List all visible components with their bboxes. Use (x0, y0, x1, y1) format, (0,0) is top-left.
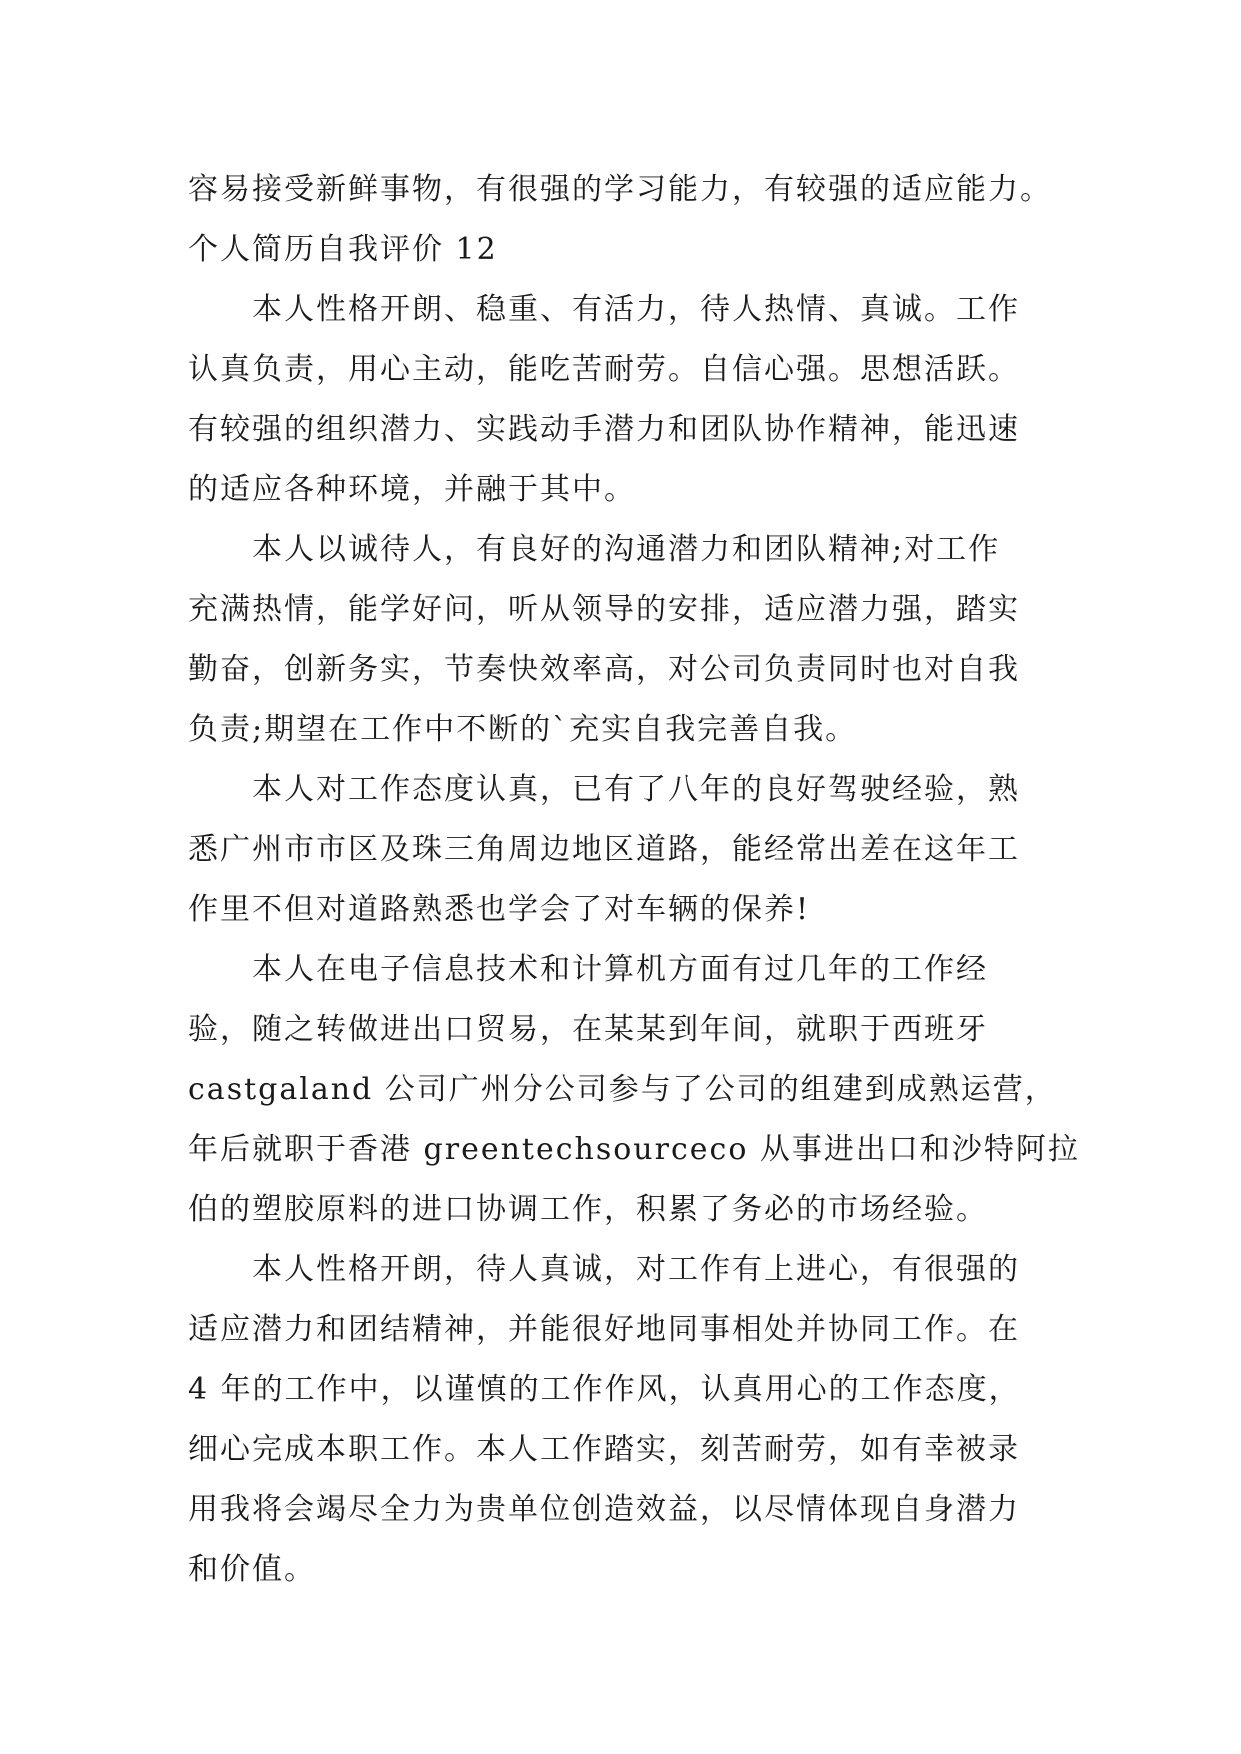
text-line: 容易接受新鲜事物，有很强的学习能力，有较强的适应能力。 (188, 172, 1052, 207)
text-line: 作里不但对道路熟悉也学会了对车辆的保养! (188, 892, 811, 927)
text-line: 用我将会竭尽全力为贵单位创造效益，以尽情体现自身潜力 (188, 1492, 1020, 1527)
paragraph-first-line: 本人性格开朗、稳重、有活力，待人热情、真诚。工作 (252, 292, 1020, 327)
text-line: 细心完成本职工作。本人工作踏实，刻苦耐劳，如有幸被录 (188, 1432, 1020, 1467)
text-line: 4 年的工作中，以谨慎的工作作风，认真用心的工作态度， (188, 1372, 1021, 1407)
paragraph-first-line: 本人在电子信息技术和计算机方面有过几年的工作经 (252, 952, 988, 987)
text-line: 认真负责，用心主动，能吃苦耐劳。自信心强。思想活跃。 (188, 352, 1020, 387)
text-line: 伯的塑胶原料的进口协调工作，积累了务必的市场经验。 (188, 1192, 988, 1227)
text-line: 悉广州市市区及珠三角周边地区道路，能经常出差在这年工 (188, 832, 1020, 867)
text-line: 适应潜力和团结精神，并能很好地同事相处并协同工作。在 (188, 1312, 1020, 1347)
text-line: 有较强的组织潜力、实践动手潜力和团队协作精神，能迅速 (188, 412, 1020, 447)
section-heading: 个人简历自我评价 12 (188, 232, 498, 267)
text-line: castgaland 公司广州分公司参与了公司的组建到成熟运营， (188, 1072, 1057, 1107)
text-line: 勤奋，创新务实，节奏快效率高，对公司负责同时也对自我 (188, 652, 1020, 687)
text-line: 充满热情，能学好问，听从领导的安排，适应潜力强，踏实 (188, 592, 1020, 627)
document-body (188, 160, 1080, 1600)
text-line: 和价值。 (188, 1552, 316, 1587)
paragraph-first-line: 本人对工作态度认真，已有了八年的良好驾驶经验，熟 (252, 772, 1020, 807)
text-line: 年后就职于香港 greentechsourceco 从事进出口和沙特阿拉 (188, 1132, 1080, 1167)
text-line: 负责;期望在工作中不断的`充实自我完善自我。 (188, 712, 858, 747)
text-line: 验，随之转做进出口贸易，在某某到年间，就职于西班牙 (188, 1012, 988, 1047)
text-line: 的适应各种环境，并融于其中。 (188, 472, 636, 507)
paragraph-first-line: 本人性格开朗，待人真诚，对工作有上进心，有很强的 (252, 1252, 1020, 1287)
paragraph-first-line: 本人以诚待人，有良好的沟通潜力和团队精神;对工作 (252, 532, 1001, 567)
